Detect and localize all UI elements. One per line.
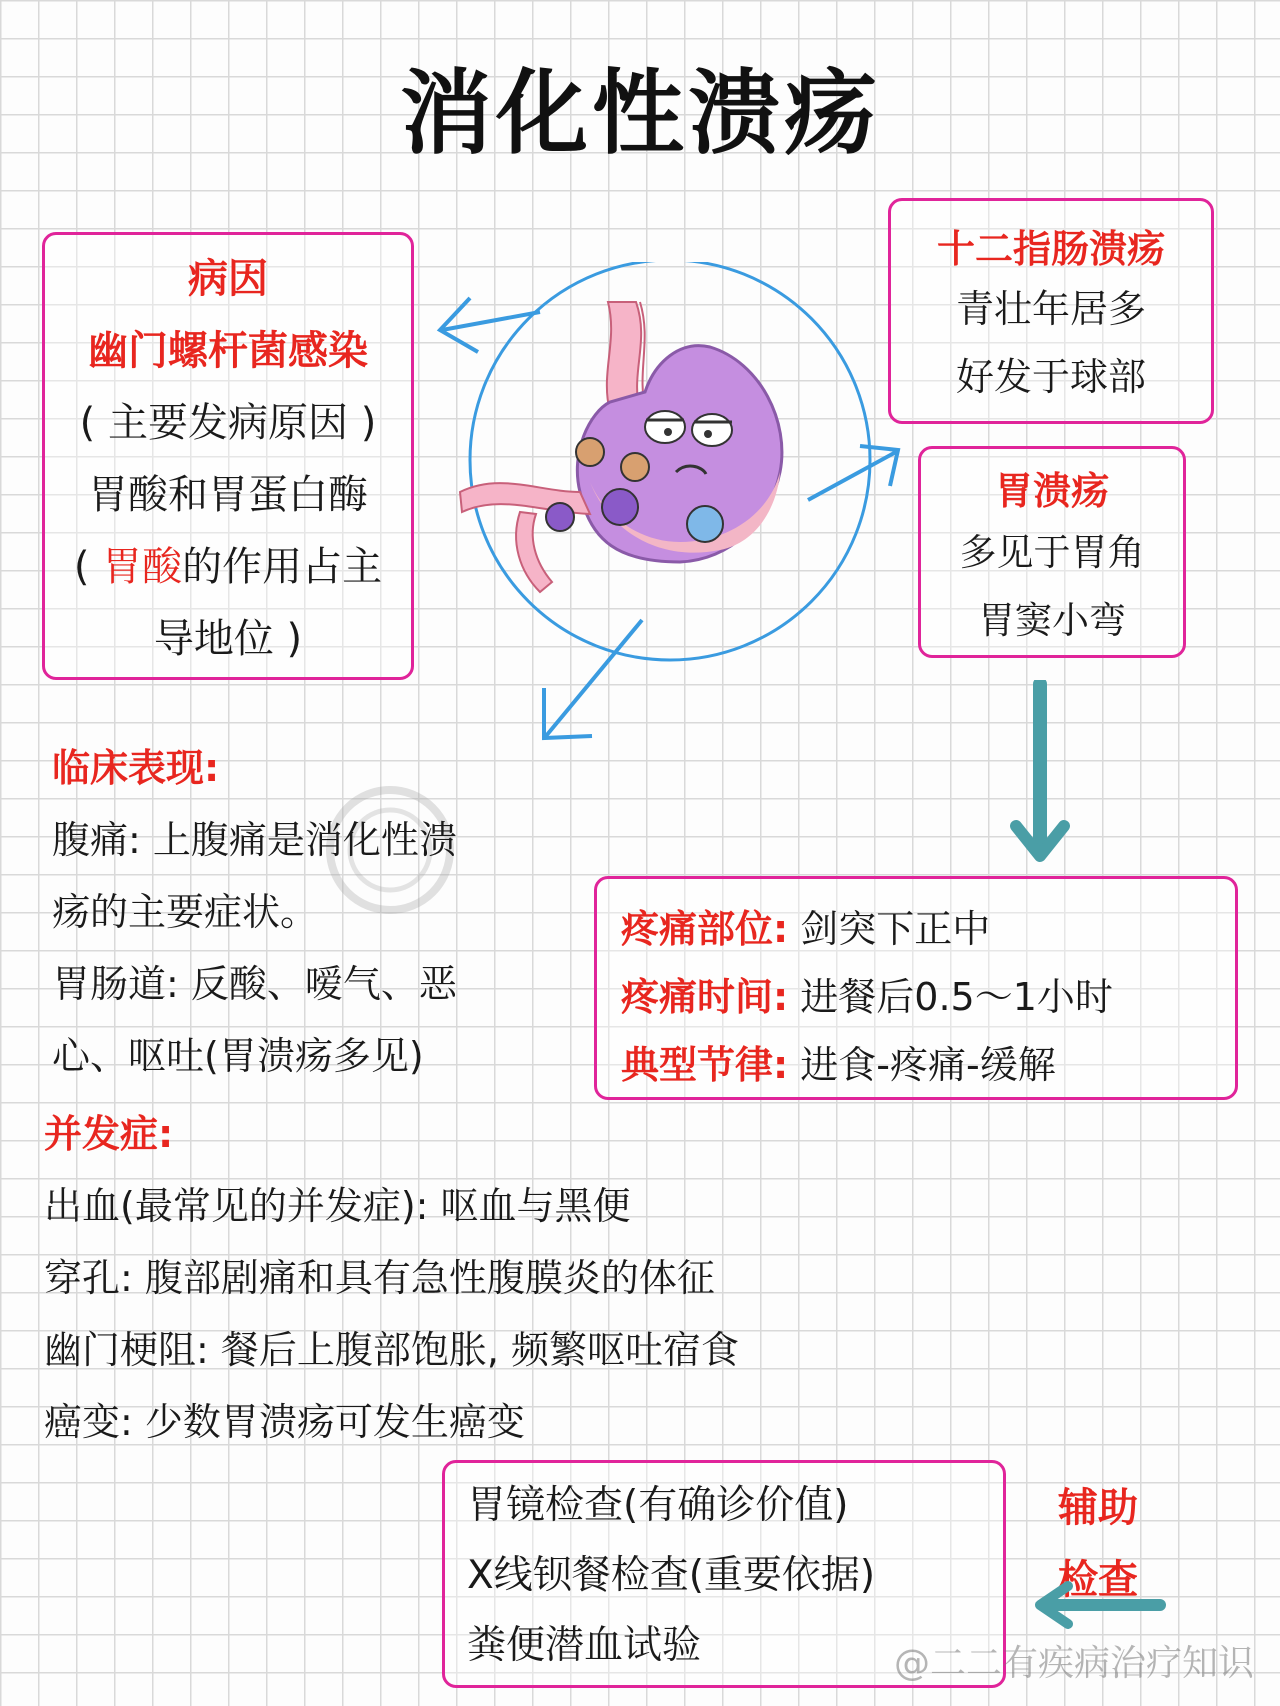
cause-acid-note-rest: 的作用占主 — [182, 544, 383, 590]
complication-line: 幽门梗阻: 餐后上腹部饱胀, 频繁呕吐宿食 — [44, 1328, 740, 1372]
gastric-line: 胃窦小弯 — [978, 599, 1126, 642]
teal-left-arrow-icon — [1028, 1580, 1168, 1630]
exam-line: X线钡餐检查(重要依据) — [467, 1553, 876, 1598]
exam-label-line: 检查 — [1058, 1557, 1138, 1603]
complications-heading: 并发症: — [44, 1112, 174, 1156]
pain-row — [621, 1031, 1235, 1099]
duodenal-line: 好发于球部 — [955, 355, 1146, 399]
duodenal-ulcer-box — [888, 198, 1214, 424]
exam-line: 胃镜检查(有确诊价值) — [467, 1483, 849, 1528]
exam-line: 粪便潜血试验 — [467, 1623, 702, 1668]
clinical-line: 胃肠道: 反酸、嗳气、恶 — [52, 962, 457, 1006]
pain-row — [621, 963, 1235, 1031]
duodenal-line: 青壮年居多 — [955, 287, 1146, 331]
duodenal-heading: 十二指肠溃疡 — [936, 227, 1165, 271]
cause-box — [42, 232, 414, 680]
clinical-line: 疡的主要症状。 — [52, 890, 319, 934]
clinical-heading: 临床表现: — [52, 746, 220, 790]
cause-pathogen-note: ( 主要发病原因 ) — [79, 400, 377, 446]
cause-acid-note-end: 导地位 ) — [153, 616, 303, 662]
page-title: 消化性溃疡 — [399, 60, 880, 167]
cause-acid-note-red: 胃酸 — [102, 544, 183, 590]
pain-row-value: 进食-疼痛-缓解 — [800, 1043, 1056, 1087]
gastric-ulcer-box — [918, 446, 1186, 658]
pain-row-value: 进餐后0.5～1小时 — [800, 975, 1113, 1019]
clinical-line: 腹痛: 上腹痛是消化性溃 — [52, 818, 457, 862]
pain-row-label: 典型节律: — [621, 1043, 789, 1087]
pain-row — [621, 895, 1235, 963]
cause-heading: 病因 — [188, 256, 268, 302]
blue-arrow-icon — [530, 612, 650, 752]
cause-acid-note-open: ( — [73, 544, 103, 590]
pain-row-label: 疼痛部位: — [621, 907, 789, 951]
pain-row-label: 疼痛时间: — [621, 975, 789, 1019]
complication-line: 穿孔: 腹部剧痛和具有急性腹膜炎的体征 — [44, 1256, 715, 1300]
complication-line: 癌变: 少数胃溃疡可发生癌变 — [44, 1400, 525, 1444]
cause-acid-line: 胃酸和胃蛋白酶 — [88, 472, 368, 518]
exam-label-line: 辅助 — [1058, 1485, 1138, 1531]
clinical-section — [52, 732, 592, 1092]
watermark-text: @二二有疾病治疗知识 — [893, 1643, 1254, 1684]
blue-arrow-icon — [800, 430, 910, 520]
complication-line: 出血(最常见的并发症): 呕血与黑便 — [44, 1184, 631, 1228]
gastric-line: 多见于胃角 — [959, 531, 1145, 574]
cause-pathogen: 幽门螺杆菌感染 — [88, 328, 368, 374]
gastric-heading: 胃溃疡 — [994, 469, 1109, 513]
pain-box — [594, 876, 1238, 1100]
pain-row-value: 剑突下正中 — [800, 907, 991, 951]
complications-section — [44, 1098, 1024, 1458]
cause-acid-note — [45, 531, 411, 603]
blue-arrow-icon — [430, 270, 550, 360]
teal-down-arrow-icon — [1010, 680, 1070, 870]
clinical-line: 心、呕吐(胃溃疡多见) — [52, 1034, 424, 1078]
